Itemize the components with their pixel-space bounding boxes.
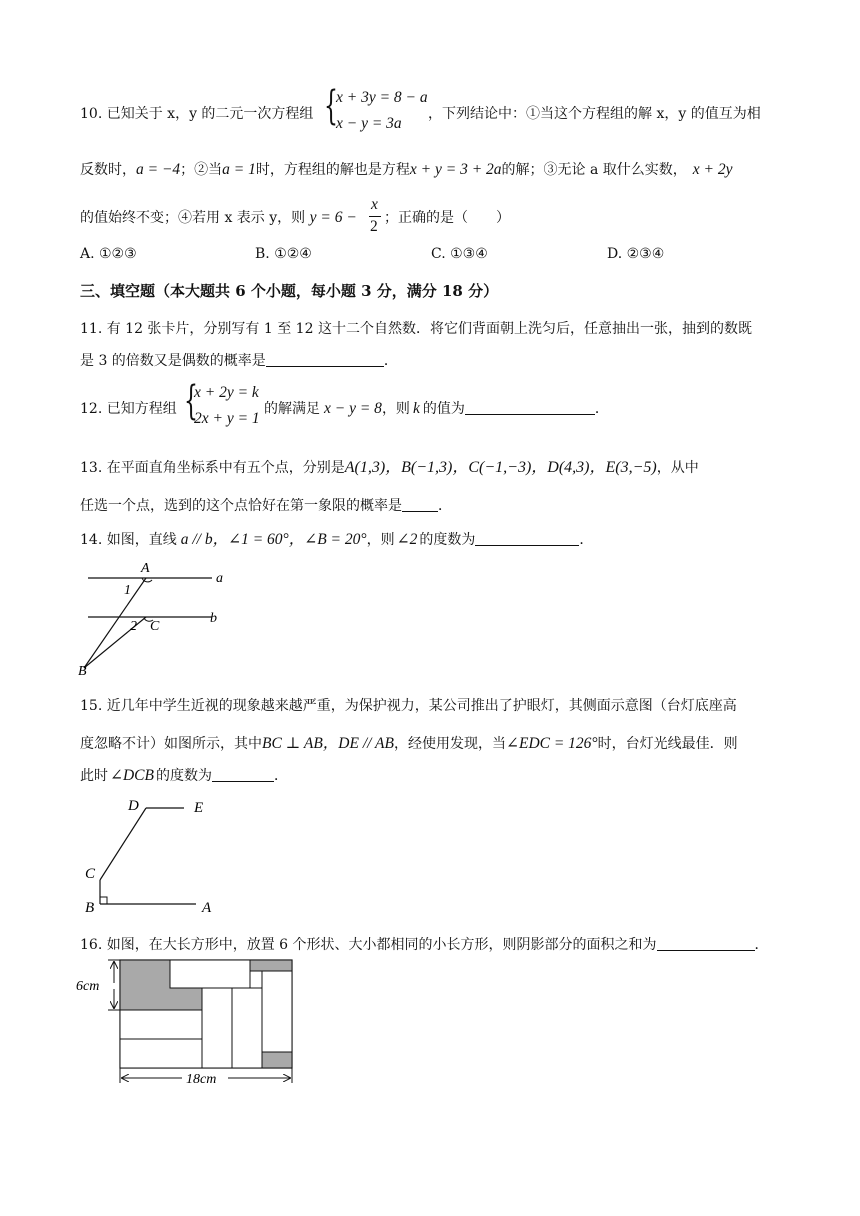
- q15-line2e: 时，台灯光线最佳．则: [597, 736, 738, 752]
- shaded-region-top-right: [250, 960, 292, 971]
- q15-line3a: 此时: [80, 768, 108, 784]
- q11-answer-blank[interactable]: [266, 353, 384, 367]
- q10-post: ，下列结论中：①当这个方程组的解 x，y 的值互为相: [428, 106, 761, 122]
- q10-eq2: x − y = 3a: [336, 115, 402, 132]
- q12-brace: {: [184, 378, 198, 424]
- q11-line2: [80, 350, 398, 370]
- q10-eq1: x + 3y = 8 − a: [336, 89, 428, 106]
- q11-line1: 11. 有 12 张卡片，分别写有 1 至 12 这十二个自然数．将它们背面朝上洗匀后，任意抽出一张，抽到的数既: [80, 321, 752, 337]
- section-3-heading: 三、填空题（本大题共 6 个小题，每小题 3 分，满分 18 分）: [80, 282, 499, 300]
- q12-pre: 12. 已知方程组: [80, 401, 177, 417]
- small-rect-2: [120, 1010, 202, 1039]
- q12-post: ，则: [381, 401, 410, 417]
- q12-mid: 的解满足: [264, 401, 320, 417]
- q10-number: 10.: [80, 106, 103, 122]
- q13-pre: 13. 在平面直角坐标系中有五个点，分别是: [80, 460, 345, 476]
- q12-k: k: [412, 400, 420, 417]
- q10-line2c: ；②当: [180, 162, 223, 178]
- q12-eq2: 2x + y = 1: [194, 410, 260, 427]
- q13-answer-blank[interactable]: [402, 498, 438, 512]
- q14-pre: 14. 如图，直线: [80, 532, 177, 548]
- small-rect-6: [262, 971, 292, 1052]
- shaded-region-bottom-right: [262, 1052, 292, 1068]
- q10-frac-num: x: [371, 196, 378, 213]
- q13-post: ，从中: [656, 460, 699, 476]
- q11-end: ．: [383, 353, 398, 369]
- q10-line2d: a = 1: [222, 161, 256, 178]
- label-b: b: [210, 611, 217, 626]
- label-A: A: [202, 900, 212, 916]
- q12-cond: x − y = 8: [324, 400, 382, 417]
- q16-figure: [70, 955, 302, 1091]
- q15-line3: [80, 765, 288, 785]
- segment-dc: [100, 808, 146, 880]
- label-a: a: [216, 571, 223, 586]
- q12-answer-blank[interactable]: [465, 401, 595, 415]
- q14-figure: [70, 558, 240, 680]
- q13-points: A(1,3)，B(−1,3)，C(−1,−3)，D(4,3)，E(3,−5): [344, 459, 657, 476]
- q10-line2: [80, 159, 733, 179]
- q12-rest: [264, 398, 609, 418]
- q12-post2: 的值为: [422, 401, 465, 417]
- q15-line2a: 度忽略不计）如图所示，其中: [80, 736, 262, 752]
- q12-eq1: x + 2y = k: [194, 384, 259, 401]
- q14-end: ．: [579, 532, 594, 548]
- q13-line2-text: 任选一个点，选到的这个点恰好在第一象限的概率是: [80, 498, 402, 514]
- q15-figure: [78, 796, 228, 920]
- q13-line1: [80, 454, 699, 477]
- q10-brace: {: [324, 83, 338, 129]
- q16-line: [80, 934, 769, 954]
- q15-line2: [80, 731, 738, 753]
- q11-line2-text: 是 3 的倍数又是偶数的概率是: [80, 353, 266, 369]
- q10-line3c: ；正确的是（ ）: [384, 210, 510, 226]
- q15-line3c: 的度数为: [156, 768, 212, 784]
- q10-option-d: D. ②③④: [607, 246, 665, 262]
- q16-text: 16. 如图，在大长方形中，放置 6 个形状、大小都相同的小长方形，则阴影部分的面积之和为: [80, 937, 657, 953]
- q13-line2: [80, 495, 452, 515]
- q10-line2h: x + 2y: [692, 161, 733, 178]
- q10-line2a: 反数时，: [80, 162, 136, 178]
- q14-angle: ∠2: [396, 531, 418, 548]
- q15-line2c: ，经使用发现，当: [393, 736, 506, 752]
- label-D: D: [128, 798, 139, 814]
- q14-line: [80, 527, 593, 549]
- small-rect-1: [170, 960, 250, 988]
- q10-line3a: 的值始终不变；④若用 x 表示 y，则: [80, 210, 306, 226]
- q14-answer-blank[interactable]: [475, 532, 579, 546]
- small-rect-4: [202, 988, 232, 1068]
- q10-option-c: C. ①③④: [431, 246, 488, 262]
- q14-post: ，则: [366, 532, 395, 548]
- label-C: C: [150, 619, 160, 634]
- small-rect-3: [120, 1039, 202, 1068]
- q14-post2: 的度数为: [419, 532, 476, 548]
- q15-answer-blank[interactable]: [212, 768, 274, 782]
- q10-line3: [80, 207, 357, 227]
- q16-end: ．: [754, 937, 769, 953]
- q14-cond: a // b，∠1 = 60°，∠B = 20°: [180, 531, 367, 548]
- right-angle-mark: [100, 897, 107, 904]
- label-B: B: [78, 664, 87, 679]
- q10-line2e: 时，方程组的解也是方程: [255, 162, 410, 178]
- q16-answer-blank[interactable]: [657, 937, 755, 951]
- q10-line2b: a = −4: [136, 161, 181, 178]
- q15-line3b: ∠DCB: [110, 767, 154, 784]
- height-label: 6cm: [76, 979, 100, 994]
- label-1: 1: [124, 583, 131, 598]
- q15-line2d: ∠EDC = 126°: [505, 735, 598, 752]
- label-E: E: [194, 800, 204, 816]
- small-rect-5: [232, 988, 262, 1068]
- width-label: 18cm: [186, 1072, 217, 1087]
- q15-end: ．: [274, 768, 288, 784]
- q10-line2g: 的解；③无论 a 取什么实数，: [501, 162, 687, 178]
- label-B: B: [85, 900, 95, 916]
- q10-line3b: y = 6 −: [309, 209, 357, 226]
- q10-line1: [80, 103, 313, 123]
- q10-option-b: B. ①②④: [255, 246, 312, 262]
- q10-frac-den: 2: [370, 218, 378, 235]
- q12-end: ．: [594, 401, 609, 417]
- q10-option-a: A. ①②③: [80, 246, 137, 262]
- label-2: 2: [130, 619, 137, 634]
- label-C: C: [85, 866, 96, 882]
- q10-line2f: x + y = 3 + 2a: [409, 161, 502, 178]
- q15-line1: 15. 近几年中学生近视的现象越来越严重，为保护视力，某公司推出了护眼灯，其侧面示意图（台灯底座高: [80, 698, 737, 714]
- q15-line2b: BC ⊥ AB，DE // AB: [262, 735, 394, 752]
- q10-pre: 已知关于 x，y 的二元一次方程组: [106, 106, 314, 122]
- q13-end: ．: [438, 498, 452, 514]
- label-A: A: [141, 561, 150, 576]
- q10-frac-bar: [369, 216, 381, 217]
